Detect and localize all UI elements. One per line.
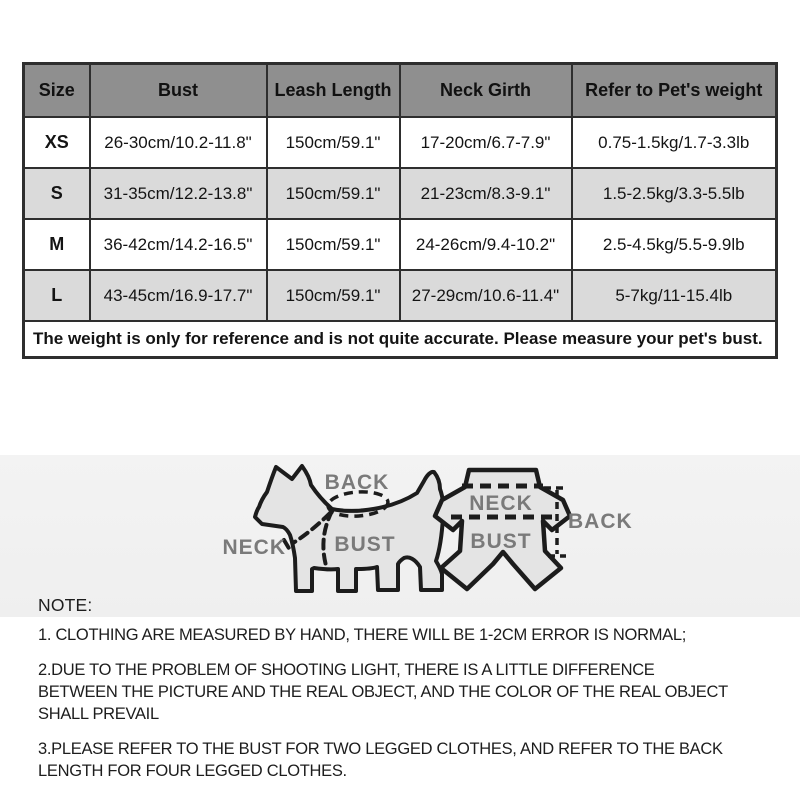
note-item-2: 2.DUE TO THE PROBLEM OF SHOOTING LIGHT, THERE IS A LITTLE DIFFERENCE BETWEEN THE PICTURE AND THE REAL OBJECT, AND THE COLOR OF THE REAL OBJECT SHALL PREVAIL <box>38 661 728 723</box>
cell-weight: 0.75-1.5kg/1.7-3.3lb <box>572 117 777 168</box>
cell-bust: 26-30cm/10.2-11.8" <box>90 117 267 168</box>
cell-leash: 150cm/59.1" <box>267 219 400 270</box>
note-item-3: 3.PLEASE REFER TO THE BUST FOR TWO LEGGED CLOTHES, AND REFER TO THE BACK LENGTH FOR FOUR LEGGED CLOTHES. <box>38 740 723 780</box>
table-footnote-row <box>24 321 777 358</box>
cell-weight: 1.5-2.5kg/3.3-5.5lb <box>572 168 777 219</box>
header-row <box>24 64 777 118</box>
dog-neck-label: NECK <box>222 536 286 559</box>
cell-bust: 31-35cm/12.2-13.8" <box>90 168 267 219</box>
size-table-wrap <box>22 62 778 359</box>
cell-leash: 150cm/59.1" <box>267 117 400 168</box>
cell-leash: 150cm/59.1" <box>267 168 400 219</box>
dog-diagram <box>222 466 443 591</box>
dog-bust-label: BUST <box>334 533 396 556</box>
garment-diagram <box>435 470 633 589</box>
size-chart-table <box>22 62 778 359</box>
table-row-xs <box>24 117 777 168</box>
cell-neck: 17-20cm/6.7-7.9" <box>400 117 572 168</box>
cell-weight: 2.5-4.5kg/5.5-9.9lb <box>572 219 777 270</box>
garment-bust-label: BUST <box>470 530 532 553</box>
cell-bust: 36-42cm/14.2-16.5" <box>90 219 267 270</box>
column-header-neck: Neck Girth <box>400 64 572 118</box>
cell-neck: 24-26cm/9.4-10.2" <box>400 219 572 270</box>
cell-bust: 43-45cm/16.9-17.7" <box>90 270 267 321</box>
notes-section <box>38 595 730 782</box>
cell-size: L <box>24 270 90 321</box>
column-header-leash: Leash Length <box>267 64 400 118</box>
measurement-diagram <box>0 455 800 617</box>
cell-size: S <box>24 168 90 219</box>
cell-weight: 5-7kg/11-15.4lb <box>572 270 777 321</box>
table-footnote: The weight is only for reference and is not quite accurate. Please measure your pet's bust. <box>24 321 777 358</box>
table-row-m <box>24 219 777 270</box>
note-item-1: 1. CLOTHING ARE MEASURED BY HAND, THERE WILL BE 1-2CM ERROR IS NORMAL; <box>38 626 687 644</box>
column-header-weight: Refer to Pet's weight <box>572 64 777 118</box>
garment-back-label: BACK <box>568 510 633 533</box>
table-row-l <box>24 270 777 321</box>
dog-back-label: BACK <box>324 471 390 494</box>
garment-neck-label: NECK <box>469 492 533 515</box>
table-row-s <box>24 168 777 219</box>
cell-size: XS <box>24 117 90 168</box>
cell-size: M <box>24 219 90 270</box>
cell-neck: 27-29cm/10.6-11.4" <box>400 270 572 321</box>
column-header-size: Size <box>24 64 90 118</box>
cell-leash: 150cm/59.1" <box>267 270 400 321</box>
notes-heading: NOTE: <box>38 595 93 615</box>
cell-neck: 21-23cm/8.3-9.1" <box>400 168 572 219</box>
column-header-bust: Bust <box>90 64 267 118</box>
diagram-band <box>0 455 800 617</box>
